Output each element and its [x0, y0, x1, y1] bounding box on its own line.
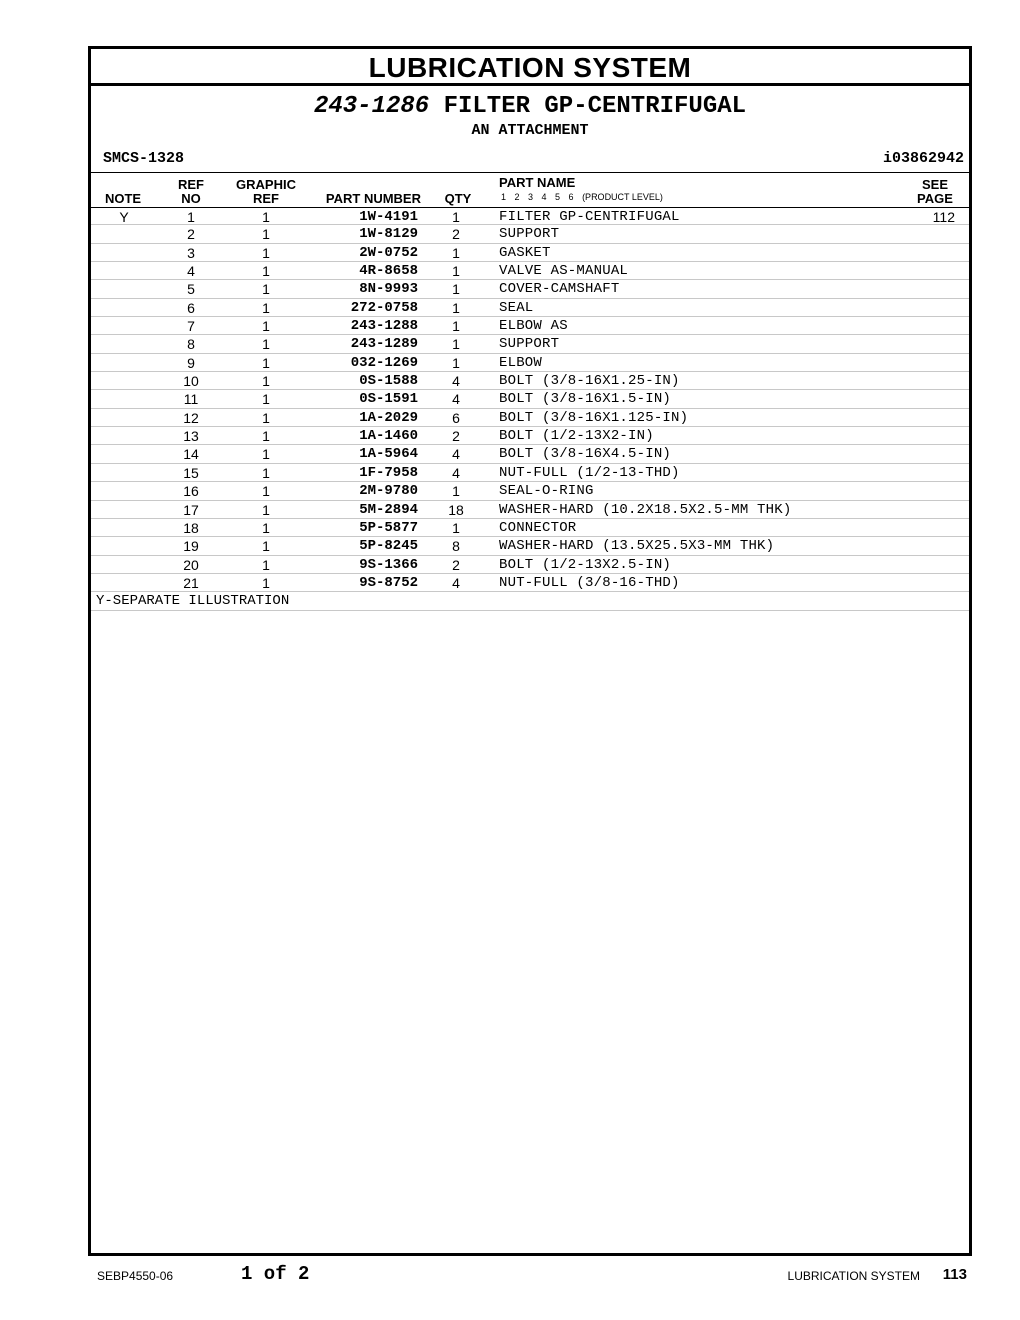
- footer-doc-id: SEBP4550-06: [97, 1269, 174, 1283]
- cell-ref-no: 10: [183, 373, 199, 390]
- group-title: [91, 93, 969, 120]
- cell-ref-no: 21: [183, 574, 199, 591]
- product-level-numbers: 1 2 3 4 5 6: [501, 192, 574, 202]
- table-row: [91, 409, 969, 427]
- cell-ref-no: 19: [183, 538, 199, 555]
- header-product-levels: [501, 192, 663, 202]
- header-note: NOTE: [104, 191, 142, 206]
- cell-graphic-ref: 1: [262, 281, 270, 298]
- header-see-page: [915, 178, 955, 206]
- cell-qty: 1: [452, 263, 460, 280]
- cell-graphic-ref: 1: [262, 501, 270, 518]
- cell-ref-no: 13: [183, 428, 199, 445]
- header-part-name: PART NAME: [499, 175, 576, 190]
- table-row: [91, 501, 969, 519]
- cell-graphic-ref: 1: [262, 318, 270, 335]
- cell-qty: 2: [452, 226, 460, 243]
- cell-ref-no: 9: [187, 354, 195, 371]
- cell-part-number: 1W-8129: [359, 226, 418, 243]
- cell-ref-no: 12: [183, 409, 199, 426]
- cell-qty: 1: [452, 483, 460, 500]
- cell-part-number: 1A-1460: [359, 428, 418, 445]
- cell-part-name: ELBOW AS: [499, 318, 568, 335]
- cell-graphic-ref: 1: [262, 446, 270, 463]
- cell-graphic-ref: 1: [262, 263, 270, 280]
- cell-part-name: SUPPORT: [499, 336, 560, 353]
- cell-ref-no: 3: [187, 244, 195, 261]
- cell-note: Y: [119, 209, 129, 225]
- cell-part-name: BOLT (3/8-16X1.5-IN): [499, 391, 672, 408]
- cell-graphic-ref: 1: [262, 556, 270, 573]
- table-row: [91, 427, 969, 445]
- cell-ref-no: 4: [187, 263, 195, 280]
- cell-graphic-ref: 1: [262, 209, 270, 225]
- cell-part-name: GASKET: [499, 244, 551, 261]
- cell-ref-no: 15: [183, 464, 199, 481]
- header-ref-line1: REF: [178, 177, 204, 192]
- table-row: [91, 207, 969, 225]
- cell-qty: 8: [452, 538, 460, 555]
- table-row: [91, 354, 969, 372]
- cell-part-number: 2M-9780: [359, 483, 418, 500]
- cell-part-name: BOLT (3/8-16X1.25-IN): [499, 373, 680, 390]
- cell-part-number: 5P-5877: [359, 519, 418, 536]
- cell-qty: 1: [452, 244, 460, 261]
- table-row: [91, 390, 969, 408]
- footer-section: LUBRICATION SYSTEM: [787, 1269, 920, 1283]
- cell-part-number: 4R-8658: [359, 263, 418, 280]
- table-row: [91, 335, 969, 353]
- cell-graphic-ref: 1: [262, 226, 270, 243]
- cell-ref-no: 20: [183, 556, 199, 573]
- cell-qty: 2: [452, 556, 460, 573]
- table-row: [91, 280, 969, 298]
- cell-part-name: FILTER GP-CENTRIFUGAL: [499, 209, 680, 225]
- cell-qty: 1: [452, 354, 460, 371]
- table-row: [91, 225, 969, 243]
- cell-graphic-ref: 1: [262, 336, 270, 353]
- cell-qty: 1: [452, 281, 460, 298]
- header-ref-line2: NO: [181, 191, 201, 206]
- cell-part-name: ELBOW: [499, 354, 543, 371]
- cell-graphic-ref: 1: [262, 464, 270, 481]
- cell-qty: 4: [452, 464, 460, 481]
- table-row: [91, 537, 969, 555]
- header-part-number: PART NUMBER: [325, 191, 421, 206]
- cell-part-name: SEAL: [499, 299, 534, 316]
- cell-see-page: 112: [932, 209, 955, 225]
- cell-part-name: NUT-FULL (3/8-16-THD): [499, 574, 680, 591]
- cell-ref-no: 16: [183, 483, 199, 500]
- cell-part-number: 0S-1591: [359, 391, 418, 408]
- cell-qty: 18: [448, 501, 464, 518]
- cell-part-name: BOLT (3/8-16X1.125-IN): [499, 409, 689, 426]
- header-graphic-ref: [231, 178, 301, 206]
- cell-part-number: 5P-8245: [359, 538, 418, 555]
- table-row: [91, 556, 969, 574]
- cell-graphic-ref: 1: [262, 391, 270, 408]
- cell-qty: 1: [452, 299, 460, 316]
- legend-text: Y-SEPARATE ILLUSTRATION: [96, 593, 290, 610]
- cell-part-name: BOLT (3/8-16X4.5-IN): [499, 446, 672, 463]
- header-rule: [91, 172, 969, 173]
- header-graphic-line2: REF: [253, 191, 279, 206]
- product-level-label: (PRODUCT LEVEL): [582, 192, 663, 202]
- table-row: [91, 244, 969, 262]
- cell-part-number: 1F-7958: [359, 464, 418, 481]
- header-graphic-line1: GRAPHIC: [236, 177, 296, 192]
- cell-part-name: CONNECTOR: [499, 519, 577, 536]
- cell-ref-no: 11: [183, 391, 199, 408]
- cell-part-number: 9S-8752: [359, 574, 418, 591]
- cell-part-name: NUT-FULL (1/2-13-THD): [499, 464, 680, 481]
- header-ref: [176, 178, 206, 206]
- illustration-id: i03862942: [882, 150, 964, 167]
- cell-ref-no: 18: [183, 519, 199, 536]
- cell-part-name: COVER-CAMSHAFT: [499, 281, 620, 298]
- cell-ref-no: 8: [187, 336, 195, 353]
- table-row: [91, 574, 969, 592]
- cell-qty: 4: [452, 373, 460, 390]
- table-row: [91, 262, 969, 280]
- cell-part-name: WASHER-HARD (10.2X18.5X2.5-MM THK): [499, 501, 792, 518]
- smcs-code: SMCS-1328: [103, 150, 185, 167]
- cell-part-number: 243-1289: [350, 336, 418, 353]
- cell-ref-no: 14: [183, 446, 199, 463]
- cell-qty: 6: [452, 409, 460, 426]
- cell-part-number: 2W-0752: [359, 244, 418, 261]
- cell-part-name: SUPPORT: [499, 226, 560, 243]
- cell-part-number: 0S-1588: [359, 373, 418, 390]
- table-row: [91, 299, 969, 317]
- cell-graphic-ref: 1: [262, 299, 270, 316]
- table-row: [91, 317, 969, 335]
- legend-row: [91, 592, 969, 610]
- cell-part-number: 032-1269: [350, 354, 418, 371]
- cell-ref-no: 5: [187, 281, 195, 298]
- cell-graphic-ref: 1: [262, 354, 270, 371]
- table-row: [91, 445, 969, 463]
- cell-part-name: BOLT (1/2-13X2.5-IN): [499, 556, 672, 573]
- cell-qty: 4: [452, 446, 460, 463]
- group-subtitle: AN ATTACHMENT: [471, 122, 589, 139]
- group-name: FILTER GP-CENTRIFUGAL: [443, 93, 747, 120]
- table-row: [91, 372, 969, 390]
- cell-ref-no: 1: [187, 209, 195, 225]
- cell-ref-no: 6: [187, 299, 195, 316]
- header-see-line1: SEE: [921, 177, 948, 192]
- cell-ref-no: 17: [183, 501, 199, 518]
- cell-qty: 1: [452, 519, 460, 536]
- cell-graphic-ref: 1: [262, 428, 270, 445]
- cell-qty: 1: [452, 209, 460, 225]
- cell-part-number: 1A-2029: [359, 409, 418, 426]
- cell-graphic-ref: 1: [262, 538, 270, 555]
- cell-qty: 1: [452, 336, 460, 353]
- header-see-line2: PAGE: [917, 191, 953, 206]
- cell-part-number: 243-1288: [350, 318, 418, 335]
- page-frame: [88, 46, 972, 1256]
- cell-graphic-ref: 1: [262, 409, 270, 426]
- cell-graphic-ref: 1: [262, 519, 270, 536]
- cell-part-name: VALVE AS-MANUAL: [499, 263, 629, 280]
- footer-page-of: 1 of 2: [241, 1263, 310, 1285]
- cell-part-name: SEAL-O-RING: [499, 483, 594, 500]
- cell-part-number: 8N-9993: [359, 281, 418, 298]
- cell-qty: 4: [452, 391, 460, 408]
- cell-qty: 1: [452, 318, 460, 335]
- cell-part-number: 9S-1366: [359, 556, 418, 573]
- cell-ref-no: 2: [187, 226, 195, 243]
- cell-part-number: 1A-5964: [359, 446, 418, 463]
- cell-part-number: 5M-2894: [359, 501, 418, 518]
- table-row: [91, 519, 969, 537]
- parts-table: [91, 207, 969, 611]
- cell-part-number: 1W-4191: [359, 209, 418, 225]
- cell-qty: 4: [452, 574, 460, 591]
- header-qty: QTY: [444, 191, 472, 206]
- cell-ref-no: 7: [187, 318, 195, 335]
- footer-page-number: 113: [942, 1266, 967, 1283]
- table-row: [91, 482, 969, 500]
- cell-graphic-ref: 1: [262, 373, 270, 390]
- cell-graphic-ref: 1: [262, 244, 270, 261]
- section-title: LUBRICATION SYSTEM: [91, 49, 969, 86]
- cell-graphic-ref: 1: [262, 483, 270, 500]
- table-row: [91, 464, 969, 482]
- cell-graphic-ref: 1: [262, 574, 270, 591]
- cell-qty: 2: [452, 428, 460, 445]
- cell-part-name: WASHER-HARD (13.5X25.5X3-MM THK): [499, 538, 775, 555]
- cell-part-name: BOLT (1/2-13X2-IN): [499, 428, 654, 445]
- cell-part-number: 272-0758: [350, 299, 418, 316]
- group-part-number: 243-1286: [313, 93, 430, 120]
